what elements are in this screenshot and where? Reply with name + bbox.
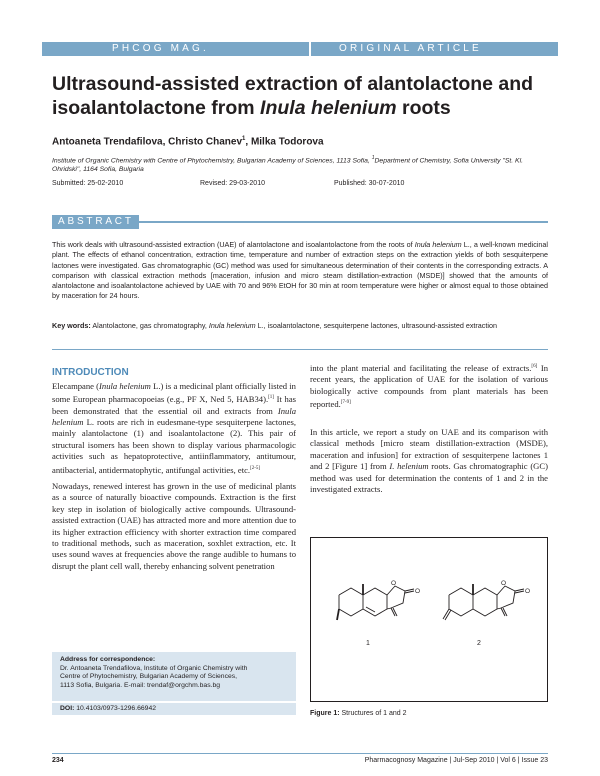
correspondence-line: Dr. Antoaneta Trendafilova, Institute of Organic Chemistry with (60, 664, 248, 672)
ring-oxygen-label: O (501, 580, 507, 587)
abstract-heading: ABSTRACT (52, 215, 139, 229)
author-list: Antoaneta Trendafilova, Christo Chanev$^1$, Milka Todorova (52, 136, 324, 148)
correspondence-box (52, 652, 296, 701)
correspondence-line[interactable]: 1113 Sofia, Bulgaria. E-mail: trendaf@orgchm.bas.bg (60, 681, 221, 689)
intro-paragraph-1: Elecampane (Inula helenium L.) is a medicinal plant officially listed in some European pharmacopoeias (e.g., PF X, Ned 5, HAB34).[1] It has been demonstrated that the essential oil and extracts from Inula helenium L. roots are rich in eudesmane-type sesquiterpene lactones, mainly alantolactone (1) and isoalantolactone (2). This pair of structural isomers has been shown to display various pharmacologic activities such as hepatoprotective, antiinflammatory, antitumour, antibacterial, antidermatophytic, antifungal activities, etc.[2-5] (52, 381, 296, 475)
page-number: 234 (52, 757, 64, 764)
journal-name-band (42, 42, 309, 56)
structure-1-label: 1 (366, 640, 370, 647)
citation-link[interactable]: [1] (268, 395, 274, 401)
title-species: Inula helenium (260, 97, 397, 119)
affiliations: Institute of Organic Chemistry with Centre of Phytochemistry, Bulgarian Academy of Sciences, 1113 Sofia, $^1$Department of Chemistry, Sofia University "St. Kl. Ohridski", 1164 Sofia, Bulgaria (52, 155, 523, 174)
ring-oxygen-label: O (391, 580, 397, 587)
journal-citation: Pharmacognosy Magazine | Jul-Sep 2010 | Vol 6 | Issue 23 (364, 757, 548, 764)
article-type: ORIGINAL ARTICLE (339, 43, 482, 54)
intro-paragraph-4: In this article, we report a study on UAE and its comparison with classical methods [micro steam distillation-extraction (MSDE), maceration and infusion] for extraction of sesquiterpene lactones 1 and 2 [Figure 1] from I. helenium roots. Gas chromatographic (GC) method was used for determination the contents of 1 and 2 in the investigated extracts. (310, 427, 548, 495)
submitted-date: Submitted: 25-02-2010 (52, 180, 124, 187)
doi-box: DOI: 10.4103/0973-1296.66942 (52, 703, 296, 715)
abstract-text: This work deals with ultrasound-assisted extraction (UAE) of alantolactone and isoalantolactone from the roots of Inula helenium L., a well-known medicinal plant. The effects of ethanol concentration, extraction time, temperature and number of extraction steps on the extraction yields of both sesquiterpene lactones were investigated. Gas chromatographic (GC) method was used for simultaneous determination of their contents in the corresponding extracts. A comparison with classical extraction methods [maceration, infusion and micro steam distillation-extraction (MSDE)] showed that the amounts of alantolactone and isoalantolactone achieved by UAE with 70 and 96% EtOH for 30 min at room temperature were higher or almost equal to those obtained by maceration for 24 hours. (52, 240, 548, 301)
article-type-band (311, 42, 558, 56)
carbonyl-oxygen-label: O (525, 588, 531, 595)
journal-name: PHCOG MAG. (112, 43, 210, 54)
citation-link[interactable]: [2-5] (250, 465, 261, 471)
footer-divider (52, 753, 548, 754)
figure-1 (310, 537, 548, 702)
intro-paragraph-2: Nowadays, renewed interest has grown in the use of medicinal plants as a source of naturally bioactive compounds. Extraction is the first key step in isolation of biologically active compounds. Ultrasound-assisted extraction (UAE) has attracted more and more attention due to its higher extraction efficiency with shorter extraction time compared to traditional methods, such as maceration, soxhlet extraction, etc. It uses sound waves at frequencies above the range audible to humans to disrupt the plant cell wall, thereby enhancing solvent penetration (52, 481, 296, 571)
correspondence-line: Centre of Phytochemistry, Bulgarian Academy of Sciences, (60, 673, 238, 681)
chemical-structures (311, 538, 549, 703)
figure-caption: Figure 1: Structures of 1 and 2 (310, 710, 407, 717)
introduction-heading: INTRODUCTION (52, 367, 129, 378)
correspondence-heading: Address for correspondence: (60, 656, 156, 663)
keywords: Key words: Alantolactone, gas chromatography, Inula helenium L., isoalantolactone, sesquiterpene lactones, ultrasound-assisted extraction (52, 321, 497, 330)
citation-link[interactable]: [7-9] (340, 400, 351, 406)
carbonyl-oxygen-label: O (415, 588, 421, 595)
published-date: Published: 30-07-2010 (334, 180, 405, 187)
abstract-divider (139, 221, 548, 223)
article-title: Ultrasound-assisted extraction of alantolactone and isoalantolactone from Inula helenium roots (52, 73, 534, 119)
citation-link[interactable]: [6] (531, 364, 538, 369)
structure-2-label: 2 (477, 640, 481, 647)
doi-value[interactable]: 10.4103/0973-1296.66942 (74, 705, 156, 712)
intro-paragraph-3: into the plant material and facilitating the release of extracts.[6] In recent years, the application of UAE for the isolation of various biologically active compounds from plant materials has been reported.[7-9] (310, 362, 548, 409)
structure-1 (337, 584, 414, 620)
section-divider (52, 349, 548, 350)
structure-2 (443, 584, 524, 620)
revised-date: Revised: 29-03-2010 (200, 180, 265, 187)
